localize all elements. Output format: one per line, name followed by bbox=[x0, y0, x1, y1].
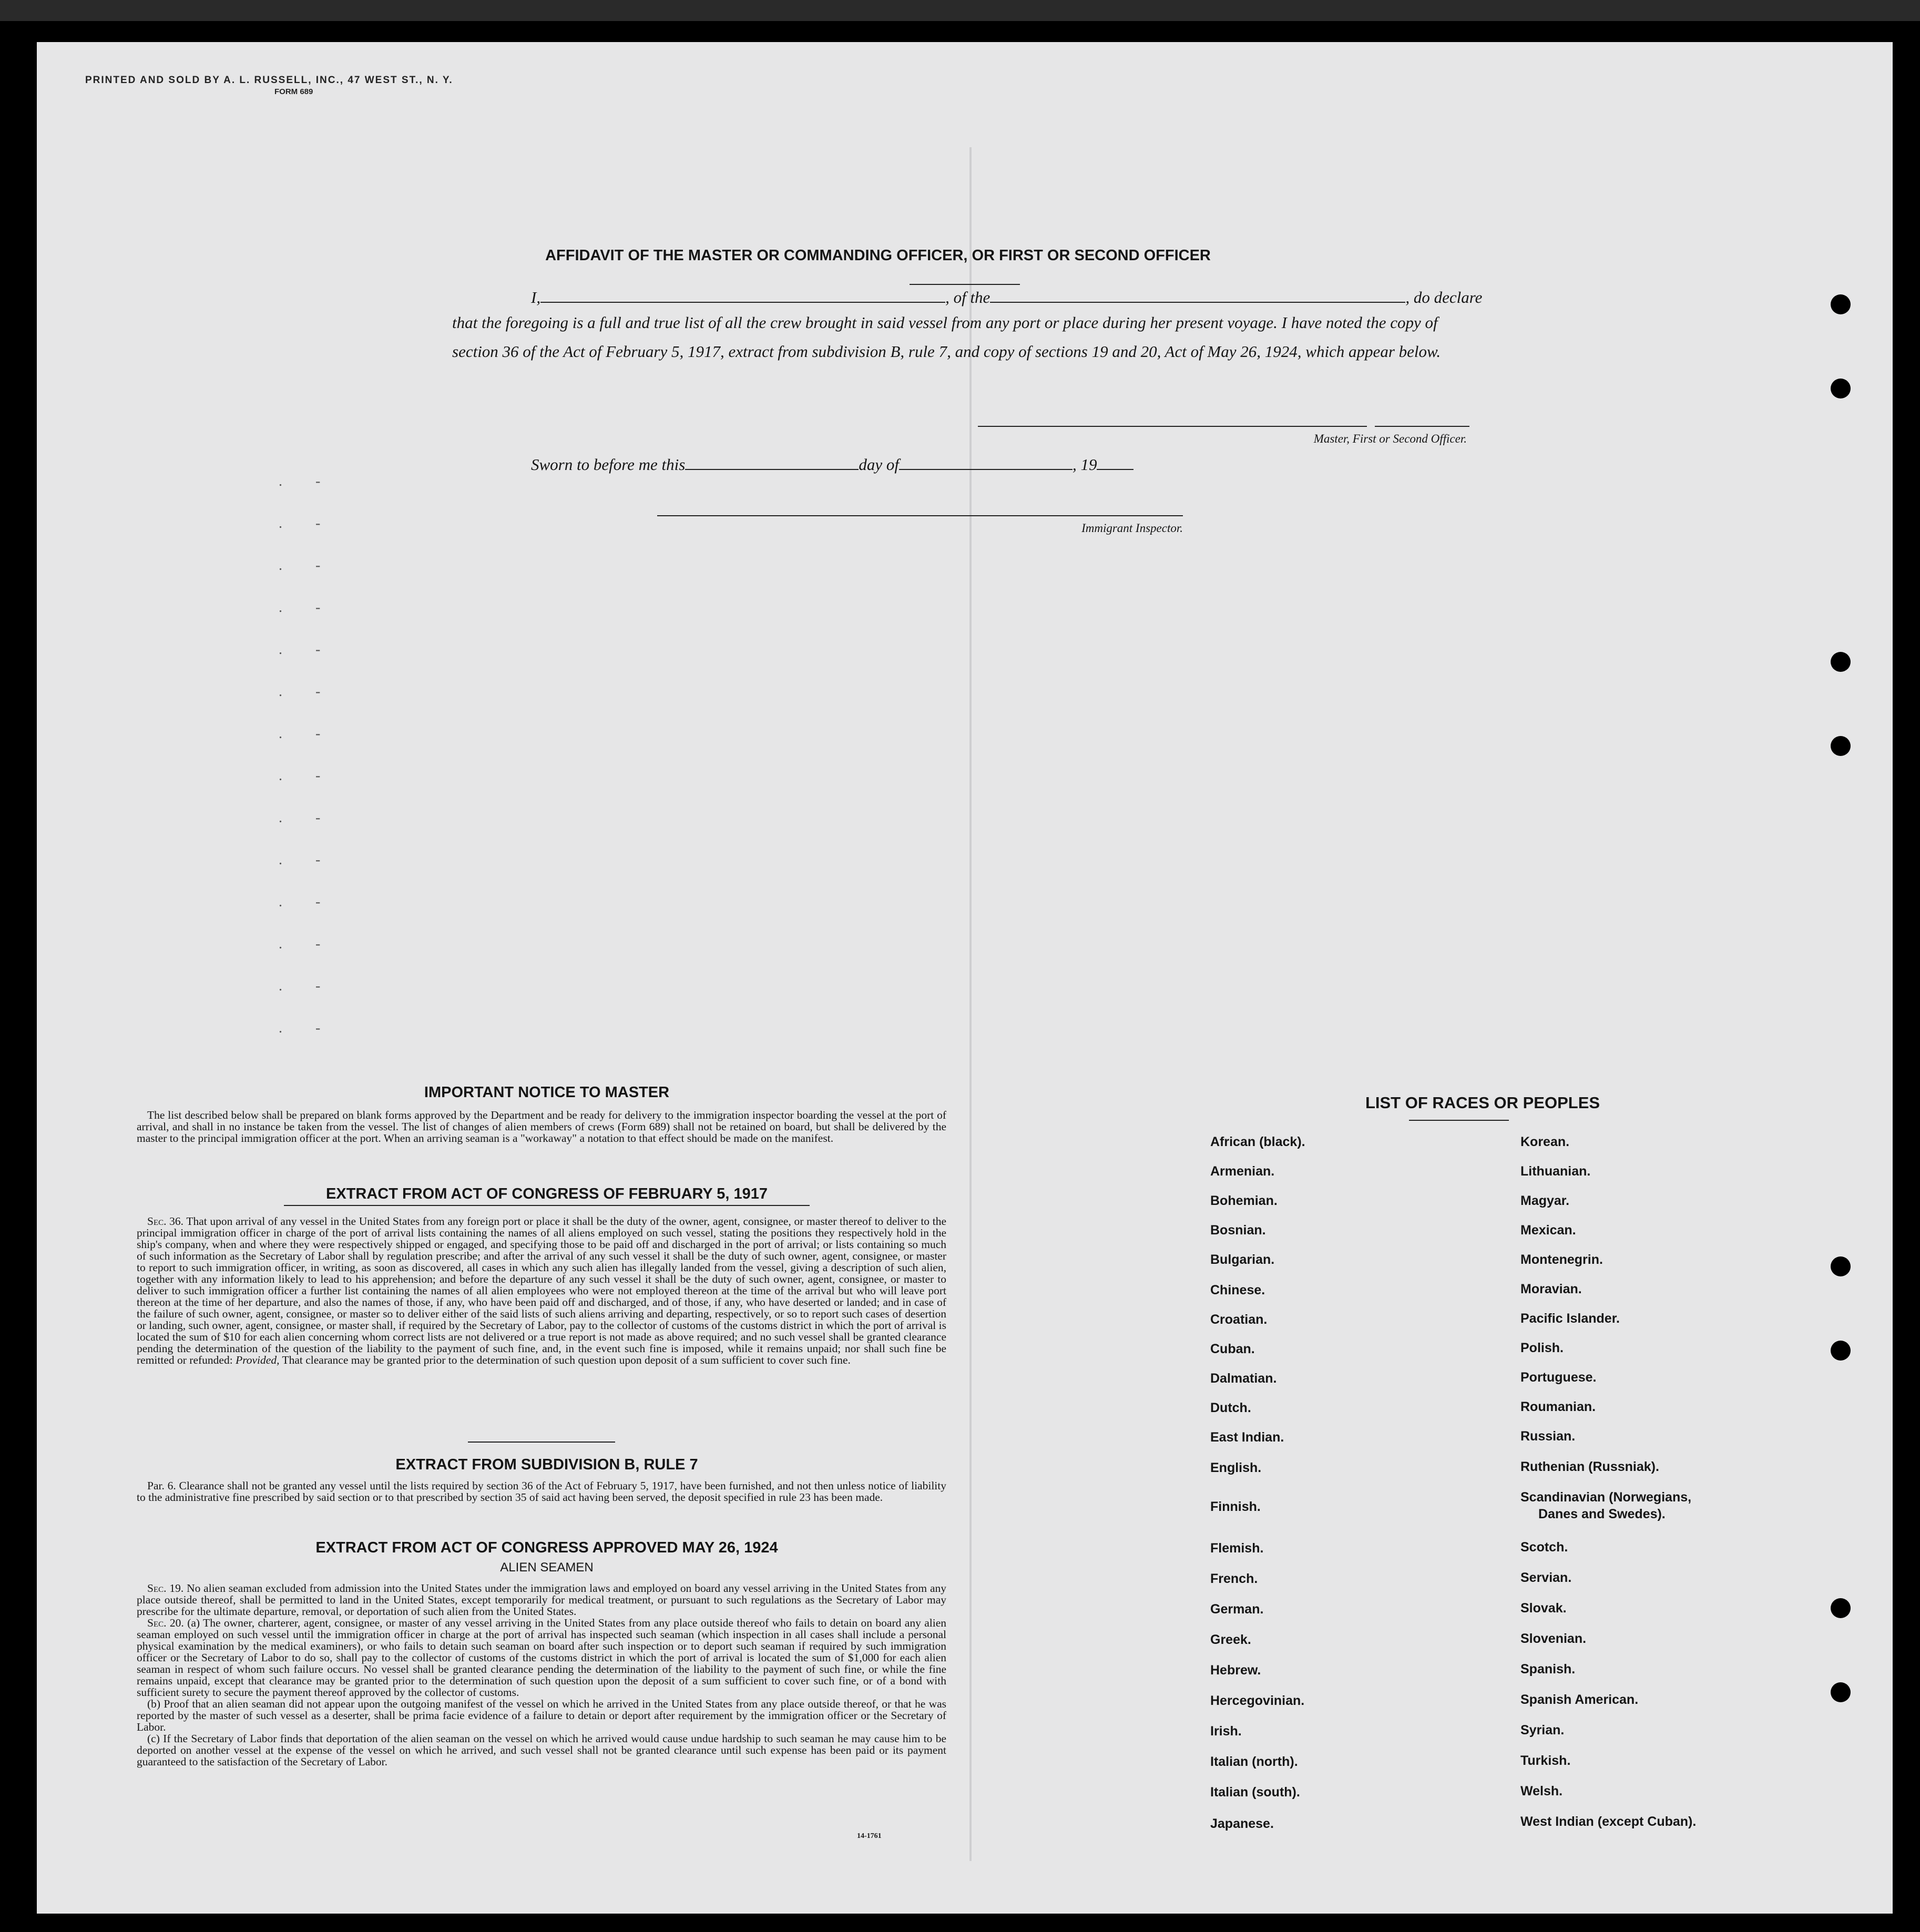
race-item: Spanish American. bbox=[1520, 1692, 1639, 1707]
race-item: Danes and Swedes). bbox=[1538, 1507, 1666, 1521]
extract-1917-text bbox=[137, 1215, 946, 1366]
race-item: Roumanian. bbox=[1520, 1399, 1596, 1414]
race-item: Pacific Islander. bbox=[1520, 1311, 1620, 1326]
race-item: Greek. bbox=[1210, 1632, 1251, 1647]
race-item: Japanese. bbox=[1210, 1816, 1274, 1831]
sec20b-text: (b) Proof that an alien seaman did not appear upon the outgoing manifest of the vessel on which he arrived in the United States from any place outside thereof, or that he was reported by the master of such vessel as a deserter, shall be prima facie evidence of a failure to detain or deport after requirement by the immigration officer or the Secretary of Labor. bbox=[137, 1698, 946, 1733]
race-item: West Indian (except Cuban). bbox=[1520, 1814, 1697, 1829]
race-item: Hercegovinian. bbox=[1210, 1693, 1305, 1708]
inspector-signature-line[interactable] bbox=[657, 515, 1183, 516]
race-item: Flemish. bbox=[1210, 1541, 1264, 1556]
race-item: Scotch. bbox=[1520, 1540, 1568, 1555]
row-mark: . - bbox=[279, 515, 321, 531]
race-item: Turkish. bbox=[1520, 1753, 1571, 1768]
sworn-month-field[interactable] bbox=[899, 455, 1073, 470]
row-mark: . - bbox=[279, 978, 321, 994]
vessel-name-field[interactable] bbox=[990, 288, 1405, 303]
races-divider bbox=[1409, 1120, 1509, 1121]
race-item: East Indian. bbox=[1210, 1430, 1284, 1445]
race-item: Dutch. bbox=[1210, 1401, 1251, 1415]
sec36-label: Sec. 36. bbox=[147, 1215, 184, 1228]
extract-1924-title: EXTRACT FROM ACT OF CONGRESS APPROVED MAY 26, 1924 bbox=[315, 1539, 778, 1556]
section-divider bbox=[468, 1442, 615, 1443]
sec20c-text: (c) If the Secretary of Labor finds that deportation of the alien seaman on the vessel on which he arrived would cause undue hardship to such seaman he may cause him to be deported on another vessel at the expense of the vessel on which he arrived, and such vessel shall not be granted clearance until such expense has been paid or its payment guaranteed to the satisfaction of the Secretary of Labor. bbox=[137, 1732, 946, 1768]
race-item: Irish. bbox=[1210, 1724, 1242, 1739]
notice-paragraph: The list described below shall be prepared on blank forms approved by the Department and be ready for delivery to the immigration inspector boarding the vessel at the port of arrival, and shall in no instance be taken from the vessel. The list of changes of alien members of crews (Form 689) shall not be retained on board, but shall be delivered by the master to the principal immigration officer at the port. When an arriving seaman is a "workaway" a notation to that effect should be made on the manifest. bbox=[137, 1109, 946, 1144]
declarant-label: I, bbox=[531, 288, 541, 306]
affidavit-body: that the foregoing is a full and true list of all the crew brought in said vessel from any port or place during her present voyage. I have noted the copy of section 36 of the Act of February 5, 1917, extract from subdivision B, rule 7, and copy of sections 19 and 20, Act of May 26, 1924, which appear below. bbox=[452, 313, 1441, 361]
race-item: Welsh. bbox=[1520, 1784, 1563, 1798]
race-item: Korean. bbox=[1520, 1134, 1570, 1149]
sworn-line bbox=[531, 455, 1214, 474]
race-item: Syrian. bbox=[1520, 1723, 1565, 1737]
race-item: English. bbox=[1210, 1460, 1262, 1475]
binder-hole bbox=[1831, 294, 1851, 314]
race-item: Finnish. bbox=[1210, 1499, 1261, 1514]
declarant-name-field[interactable] bbox=[540, 288, 945, 303]
row-mark: . - bbox=[279, 936, 321, 952]
extract-rule7-text bbox=[137, 1480, 946, 1503]
day-of-label: day of bbox=[859, 455, 899, 474]
binder-hole bbox=[1831, 1598, 1851, 1618]
race-item: Chinese. bbox=[1210, 1283, 1265, 1297]
race-item: Bulgarian. bbox=[1210, 1252, 1275, 1267]
race-item: Cuban. bbox=[1210, 1342, 1255, 1356]
race-item: Montenegrin. bbox=[1520, 1252, 1603, 1267]
master-signature-line-end bbox=[1375, 426, 1469, 427]
row-mark: . - bbox=[279, 641, 321, 658]
binder-hole bbox=[1831, 1682, 1851, 1702]
row-mark: . - bbox=[279, 557, 321, 574]
binder-hole bbox=[1831, 379, 1851, 398]
row-mark: . - bbox=[279, 599, 321, 616]
race-item: Slovak. bbox=[1520, 1601, 1567, 1616]
extract-1917-rule bbox=[284, 1205, 810, 1206]
title-divider bbox=[910, 284, 1020, 285]
sec36-text: That upon arrival of any vessel in the United States from any foreign port or place it shall be the duty of the owner, agent, consignee, or master thereof to deliver to the principal immigration officer in charge of the port of arrival lists containing the names of all aliens employed on such vessel, stating the positions they respectively hold in the ship's company, when and where they were respectively shipped or engaged, and specifying those to be paid off and discharged in the port of arrival; or lists containing so much of such information as the Secretary of Labor shall by regulation prescribe; and after the arrival of any such vessel it shall be the duty of such owner, agent, consignee, or master to report to such immigration officer, in writing, as soon as discovered, all cases in which any such alien has illegally landed from the vessel, giving a description of such alien, together with any information likely to lead to his apprehension; and before the departure of any such vessel it shall be the duty of such owner, agent, consignee, or master to deliver to such immigration officer a further list containing the names of all alien employees who were not employed thereon at the time of the arrival but who will leave port thereon at the time of her departure, and also the names of those, if any, who have been paid off and discharged, and of those, if any, who have deserted or landed; and in case of the failure of such owner, agent, consignee, or master so to deliver either of the said lists of such aliens arriving and departing, respectively, or so to report such cases of desertion or landing, such owner, agent, consignee, or master shall, if required by the Secretary of Labor, pay to the collector of customs of the customs district in which the port of arrival is located the sum of $10 for each alien concerning whom correct lists are not delivered or a true report is not made as above required; and no such vessel shall be granted clearance pending the determination of the question of the liability to the payment of such fine, and, in the event such fine is imposed, while it remains unpaid; nor shall such fine be remitted or refunded: bbox=[137, 1215, 946, 1366]
race-item: Slovenian. bbox=[1520, 1631, 1587, 1646]
race-item: Bohemian. bbox=[1210, 1193, 1278, 1208]
race-item: German. bbox=[1210, 1602, 1264, 1617]
sec36-text-end: That clearance may be granted prior to the determination of such question upon deposit of a sum sufficient to cover such fine. bbox=[282, 1354, 851, 1366]
race-item: Lithuanian. bbox=[1520, 1164, 1591, 1179]
race-item: Moravian. bbox=[1520, 1282, 1582, 1296]
sec19-label: Sec. 19. bbox=[147, 1582, 184, 1594]
affidavit-title: AFFIDAVIT OF THE MASTER OR COMMANDING OFFICER, OR FIRST OR SECOND OFFICER bbox=[545, 247, 1211, 264]
center-fold bbox=[969, 147, 972, 1861]
printer-imprint: PRINTED AND SOLD BY A. L. RUSSELL, INC., 47 WEST ST., N. Y. bbox=[85, 75, 453, 86]
binder-hole bbox=[1831, 1341, 1851, 1361]
sec20a-text: (a) The owner, charterer, agent, consignee, or master of any vessel arriving in the United States from any place outside thereof who fails to detain on board any alien seaman employed on such vessel until the immigration officer in charge at the port of arrival has inspected such seaman (which inspection in all cases shall include a personal physical examination by the medical examiners), or who fails to detain such seaman on board after such inspection or to deport such seaman if required by such immigration officer or the Secretary of Labor to do so, shall pay to the collector of customs of the customs district in which the port of arrival is located the sum of $1,000 for each alien seaman in respect of whom such failure occurs. No vessel shall be granted clearance pending the determination of the liability to the payment of such fine, or while the fine remains unpaid, except that clearance may be granted prior to the determination of such question upon the deposit of a sum sufficient to cover such fine, or of a bond with sufficient surety to secure the payment thereof approved by the collector of customs. bbox=[137, 1617, 947, 1699]
race-item: Armenian. bbox=[1210, 1164, 1275, 1179]
race-item: French. bbox=[1210, 1571, 1258, 1586]
extract-rule7-title: EXTRACT FROM SUBDIVISION B, RULE 7 bbox=[395, 1456, 698, 1473]
race-item: African (black). bbox=[1210, 1134, 1305, 1149]
race-item: Ruthenian (Russniak). bbox=[1520, 1459, 1659, 1474]
notice-text bbox=[137, 1109, 946, 1144]
print-code: 14-1761 bbox=[857, 1832, 882, 1840]
row-mark: . - bbox=[279, 768, 321, 784]
race-item: Russian. bbox=[1520, 1429, 1576, 1444]
row-mark: . - bbox=[279, 725, 321, 742]
notice-title: IMPORTANT NOTICE TO MASTER bbox=[424, 1084, 670, 1101]
binder-hole bbox=[1831, 736, 1851, 756]
race-item: Dalmatian. bbox=[1210, 1371, 1277, 1386]
form-number: FORM 689 bbox=[274, 87, 313, 96]
row-mark: . - bbox=[279, 683, 321, 700]
affidavit-declaration-line bbox=[452, 288, 1483, 307]
races-title: LIST OF RACES OR PEOPLES bbox=[1365, 1093, 1600, 1112]
form-sheet bbox=[37, 42, 1893, 1914]
race-item: Hebrew. bbox=[1210, 1663, 1261, 1678]
row-mark: . - bbox=[279, 810, 321, 826]
row-mark: . - bbox=[279, 894, 321, 910]
inspector-label: Immigrant Inspector. bbox=[1081, 522, 1183, 535]
race-item: Bosnian. bbox=[1210, 1223, 1266, 1238]
alien-seamen-subtitle: ALIEN SEAMEN bbox=[500, 1560, 594, 1575]
row-mark: . - bbox=[279, 473, 321, 489]
sworn-label: Sworn to before me this bbox=[531, 455, 686, 474]
binder-hole bbox=[1831, 1256, 1851, 1276]
extract-1924-text bbox=[137, 1582, 946, 1767]
row-mark: . - bbox=[279, 1020, 321, 1036]
sec20-label: Sec. 20. bbox=[147, 1617, 184, 1629]
race-item: Mexican. bbox=[1520, 1223, 1576, 1238]
sworn-year-field[interactable] bbox=[1097, 455, 1133, 470]
race-item: Magyar. bbox=[1520, 1193, 1570, 1208]
provided-label: Provided, bbox=[236, 1354, 280, 1366]
row-mark: . - bbox=[279, 852, 321, 868]
sworn-day-field[interactable] bbox=[685, 455, 859, 470]
rule7-paragraph: Par. 6. Clearance shall not be granted any vessel until the lists required by section 36 of the Act of February 5, 1917, have been furnished, and not then unless notice of liability to the administrative fine prescribed by said section or to that prescribed by section 35 of said act having been served, the deposit specified in rule 23 has been made. bbox=[137, 1479, 946, 1504]
of-the-label: , of the bbox=[945, 288, 990, 306]
race-item: Italian (north). bbox=[1210, 1754, 1298, 1769]
master-signature-line[interactable] bbox=[978, 426, 1367, 427]
do-declare-label: , do declare bbox=[1405, 288, 1483, 306]
master-label: Master, First or Second Officer. bbox=[1313, 432, 1467, 445]
race-item: Portuguese. bbox=[1520, 1370, 1597, 1385]
race-item: Croatian. bbox=[1210, 1312, 1268, 1327]
extract-1917-title: EXTRACT FROM ACT OF CONGRESS OF FEBRUARY 5, 1917 bbox=[325, 1185, 768, 1202]
sec19-text: No alien seaman excluded from admission into the United States under the immigration laws and employed on board any vessel arriving in the United States from any place outside thereof, shall be permitted to land in the United States, except temporarily for medical treatment, or pursuant to such regulations as the Secretary of Labor may prescribe for the ultimate departure, removal, or deportation of such alien from the United States. bbox=[137, 1582, 947, 1618]
race-item: Polish. bbox=[1520, 1341, 1564, 1355]
scanner-edge bbox=[0, 0, 1920, 21]
race-item: Italian (south). bbox=[1210, 1785, 1300, 1800]
race-item: Servian. bbox=[1520, 1570, 1572, 1585]
year-label: , 19 bbox=[1072, 455, 1097, 474]
race-item: Spanish. bbox=[1520, 1662, 1576, 1677]
race-item: Scandinavian (Norwegians, bbox=[1520, 1490, 1692, 1505]
binder-hole bbox=[1831, 652, 1851, 672]
